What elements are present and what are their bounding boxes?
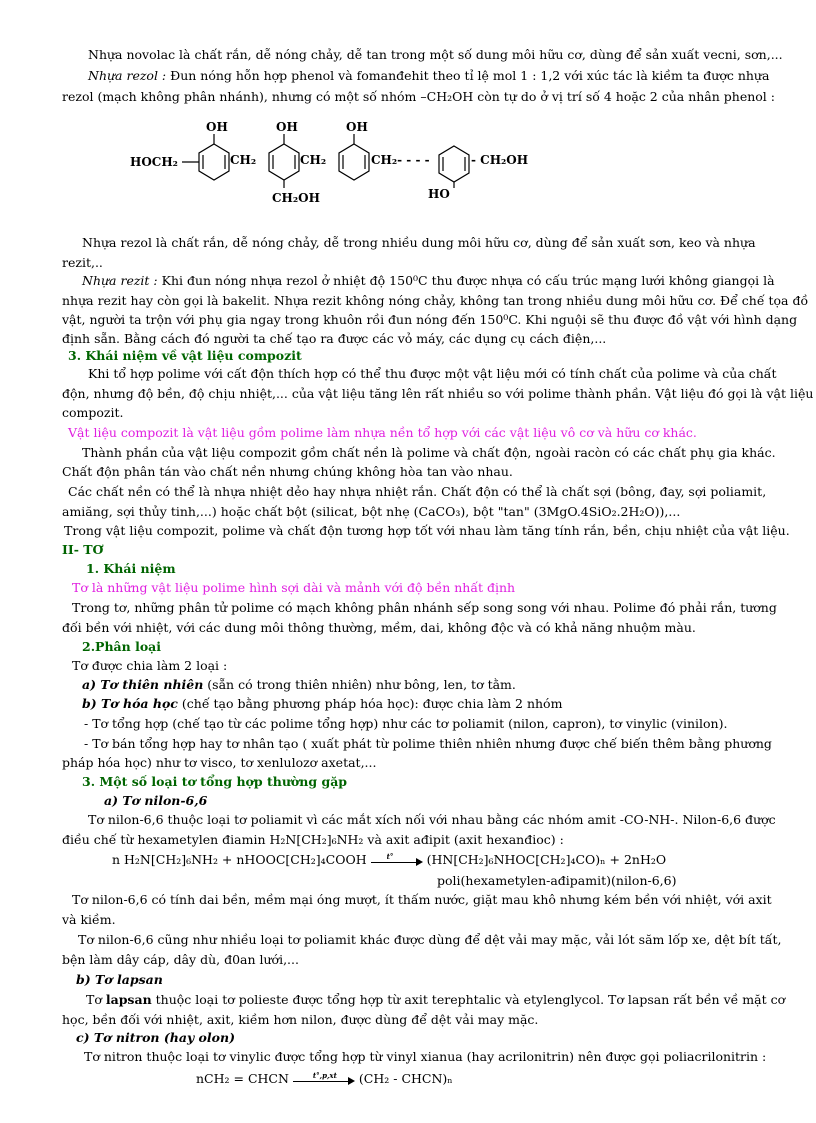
to-thien-nhien-text: (sẵn có trong thiên nhiên) như bông, len, tơ tằm. <box>203 677 516 692</box>
equation-nitron-left: nCH₂ = CHCN <box>196 1071 289 1086</box>
oh-label-2: OH <box>276 120 298 134</box>
ch2oh-label: CH₂OH <box>272 191 320 205</box>
reaction-arrow-icon <box>293 1070 355 1085</box>
rezol-text: Đun nóng hỗn hợp phenol và fomanđehit theo tỉ lệ mol 1 : 1,2 với xúc tác là kiềm ta được nhựa <box>166 68 770 83</box>
equation-nitron-right: (CH₂ - CHCN)ₙ <box>358 1071 453 1086</box>
ho-label: HO <box>428 187 450 201</box>
hoch2-label: HOCH₂ <box>130 155 178 169</box>
item-to-ban-tong-hop-2: pháp hóa học) như tơ visco, tơ xenlulozơ axetat,... <box>62 755 377 770</box>
ch2-bridge-2: CH₂ <box>300 153 327 167</box>
paragraph-nilon-2: điều chế từ hexametylen điamin H₂N[CH₂]₆NH₂ và axit ađipit (axit hexanđioc) : <box>62 832 564 847</box>
item-to-hoa-hoc <box>82 696 562 712</box>
lapsan-text: thuộc loại tơ polieste được tổng hợp từ axit terephtalic và etylenglycol. Tơ lapsan rất bền về mặt cơ <box>151 992 786 1007</box>
paragraph-compozit-materials-2: amiăng, sợi thủy tinh,...) hoặc chất bột (silicat, bột nhẹ (CaCO₃), bột "tan" (3MgO.4SiO₂.2H₂O)),... <box>62 504 681 519</box>
paragraph-compozit-3: compozit. <box>62 405 124 420</box>
rezol-structure-diagram <box>120 118 620 210</box>
oh-label-3: OH <box>346 120 368 134</box>
ch2-bridge-3: CH₂- - - - <box>371 153 430 167</box>
equation-nitron-condition: t°,p,xt <box>312 1070 337 1080</box>
equation-nilon-product-name: poli(hexametylen-ađipamit)(nilon-6,6) <box>437 873 677 888</box>
paragraph-compozit-components-2: Chất độn phân tán vào chất nền nhưng chúng không hòa tan vào nhau. <box>62 464 513 479</box>
paragraph-rezit-3: vật, người ta trộn với phụ gia ngay trong khuôn rồi đun nóng đến 150⁰C. Khi nguội sẽ thu được đồ vật với hình dạng <box>62 312 798 327</box>
to-hoa-hoc-label: b) Tơ hóa học <box>82 696 178 711</box>
item-to-thien-nhien <box>82 677 516 693</box>
paragraph-nilon-1: Tơ nilon-6,6 thuộc loại tơ poliamit vì các mắt xích nối với nhau bằng các nhóm amit -CO-NH-. Nilon-6,6 được <box>88 812 776 827</box>
paragraph-compozit-components: Thành phần của vật liệu compozit gồm chất nền là polime và chất độn, ngoài racòn có các chất phụ gia khác. <box>82 445 776 460</box>
paragraph-compozit-materials: Các chất nền có thể là nhựa nhiệt dẻo hay nhựa nhiệt rắn. Chất độn có thể là chất sợi (bông, đay, sợi poliamit, <box>68 484 767 499</box>
heading-compozit: 3. Khái niệm về vật liệu compozit <box>68 348 302 363</box>
equation-nitron <box>196 1071 453 1087</box>
paragraph-phan-loai: Tơ được chia làm 2 loại : <box>72 658 228 673</box>
paragraph-nitron: Tơ nitron thuộc loại tơ vinylic được tổng hợp từ vinyl xianua (hay acrilonitrin) nên được gọi poliacrilonitrin : <box>84 1049 767 1064</box>
paragraph-nilon-props-2: và kiềm. <box>62 912 116 927</box>
paragraph-novolac: Nhựa novolac là chất rắn, dễ nóng chảy, dễ tan trong một số dung môi hữu cơ, dùng để sản xuất vecni, sơn,... <box>88 47 783 62</box>
equation-nilon-right: (HN[CH₂]₆NHOC[CH₂]₄CO)ₙ + 2nH₂O <box>426 852 667 867</box>
equation-nilon-left: n H₂N[CH₂]₆NH₂ + nHOOC[CH₂]₄COOH <box>112 852 367 867</box>
paragraph-rezol-props: Nhựa rezol là chất rắn, dễ nóng chảy, dễ trong nhiều dung môi hữu cơ, dùng để sản xuất sơn, keo và nhựa <box>82 235 756 250</box>
paragraph-nilon-uses-1: Tơ nilon-6,6 cũng như nhiều loại tơ poliamit khác được dùng để dệt vải may mặc, vải lót săm lốp xe, dệt bít tất, <box>78 932 782 947</box>
item-to-ban-tong-hop: - Tơ bán tổng hợp hay tơ nhân tạo ( xuất phát từ polime thiên nhiên nhưng được chế biến thêm bằng phương <box>84 736 772 751</box>
paragraph-rezol <box>88 68 769 84</box>
paragraph-nilon-uses-2: bện làm dây cáp, dây dù, đ0an lưới,... <box>62 952 299 967</box>
definition-to: Tơ là những vật liệu polime hình sợi dài và mảnh với độ bền nhất định <box>72 580 516 595</box>
paragraph-rezol-cont: rezol (mạch không phân nhánh), nhưng có một số nhóm –CH₂OH còn tự do ở vị trí số 4 hoặc 2 của nhân phenol : <box>62 89 775 104</box>
heading-khai-niem: 1. Khái niệm <box>86 561 176 576</box>
equation-nilon <box>112 852 666 868</box>
rezit-text: Khi đun nóng nhựa rezol ở nhiệt độ 150⁰C thu được nhựa có cấu trúc mạng lưới không giangọi là <box>157 273 775 288</box>
to-thien-nhien-label: a) Tơ thiên nhiên <box>82 677 204 692</box>
paragraph-compozit-2: độn, nhưng độ bền, độ chịu nhiệt,... của vật liệu tăng lên rất nhiều so với polime thành phần. Vật liệu đó gọi là vật liệu <box>62 386 814 401</box>
ch2oh-right-label: - CH₂OH <box>471 153 529 167</box>
heading-nitron: c) Tơ nitron (hay olon) <box>76 1030 235 1045</box>
heading-to: II- TƠ <box>62 542 104 557</box>
paragraph-compozit-1: Khi tổ hợp polime với cất độn thích hợp có thể thu được một vật liệu mới có tính chất của polime và của chất <box>88 366 777 381</box>
paragraph-rezol-props-cont: rezit,.. <box>62 255 103 270</box>
item-to-tong-hop: - Tơ tổng hợp (chế tạo từ các polime tổng hợp) như các tơ poliamit (nilon, capron), tơ vinylic (vinilon). <box>84 716 728 731</box>
definition-compozit: Vật liệu compozit là vật liệu gồm polime làm nhựa nền tổ hợp với các vật liệu vô cơ và hữu cơ khác. <box>68 425 697 440</box>
paragraph-rezit <box>82 273 775 289</box>
paragraph-lapsan-1 <box>86 992 785 1008</box>
heading-mot-so-loai-to: 3. Một số loại tơ tổng hợp thường gặp <box>82 774 348 789</box>
paragraph-rezit-4: định sẵn. Bằng cách đó người ta chế tạo ra được các vỏ máy, các dụng cụ cách điện,... <box>62 331 607 346</box>
rezit-label: Nhựa rezit : <box>82 273 158 288</box>
paragraph-to-2: đối bền với nhiệt, với các dung môi thông thường, mềm, dai, không độc và có khả năng nhuộm màu. <box>62 620 696 635</box>
heading-phan-loai: 2.Phân loại <box>82 639 162 654</box>
lapsan-bold-term: lapsan <box>105 992 152 1007</box>
ch2-bridge-1: CH₂ <box>230 153 257 167</box>
paragraph-compozit-summary: Trong vật liệu compozit, polime và chất độn tương hợp tốt với nhau làm tăng tính rắn, bền, chịu nhiệt của vật liệu. <box>64 523 790 538</box>
to-hoa-hoc-text: (chế tạo bằng phương pháp hóa học): được chia làm 2 nhóm <box>177 696 563 711</box>
lapsan-prefix: Tơ <box>86 992 106 1007</box>
heading-nilon: a) Tơ nilon-6,6 <box>104 793 208 808</box>
equation-nilon-condition: t° <box>386 851 394 861</box>
paragraph-to-1: Trong tơ, những phân tử polime có mạch không phân nhánh sếp song song với nhau. Polime đó phải rắn, tương <box>72 600 777 615</box>
heading-lapsan: b) Tơ lapsan <box>76 972 163 987</box>
paragraph-nilon-props-1: Tơ nilon-6,6 có tính dai bền, mềm mại óng mượt, ít thấm nước, giặt mau khô nhưng kém bền với nhiệt, với axit <box>72 892 772 907</box>
oh-label-1: OH <box>206 120 228 134</box>
paragraph-rezit-2: nhựa rezit hay còn gọi là bakelit. Nhựa rezit không nóng chảy, không tan trong nhiều dung môi hữu cơ. Để chế tọa đồ <box>62 293 809 308</box>
rezol-label: Nhựa rezol : <box>88 68 167 83</box>
reaction-arrow-icon <box>371 851 423 866</box>
paragraph-lapsan-2: học, bền đối với nhiệt, axit, kiềm hơn nilon, được dùng để dệt vải may mặc. <box>62 1012 539 1027</box>
